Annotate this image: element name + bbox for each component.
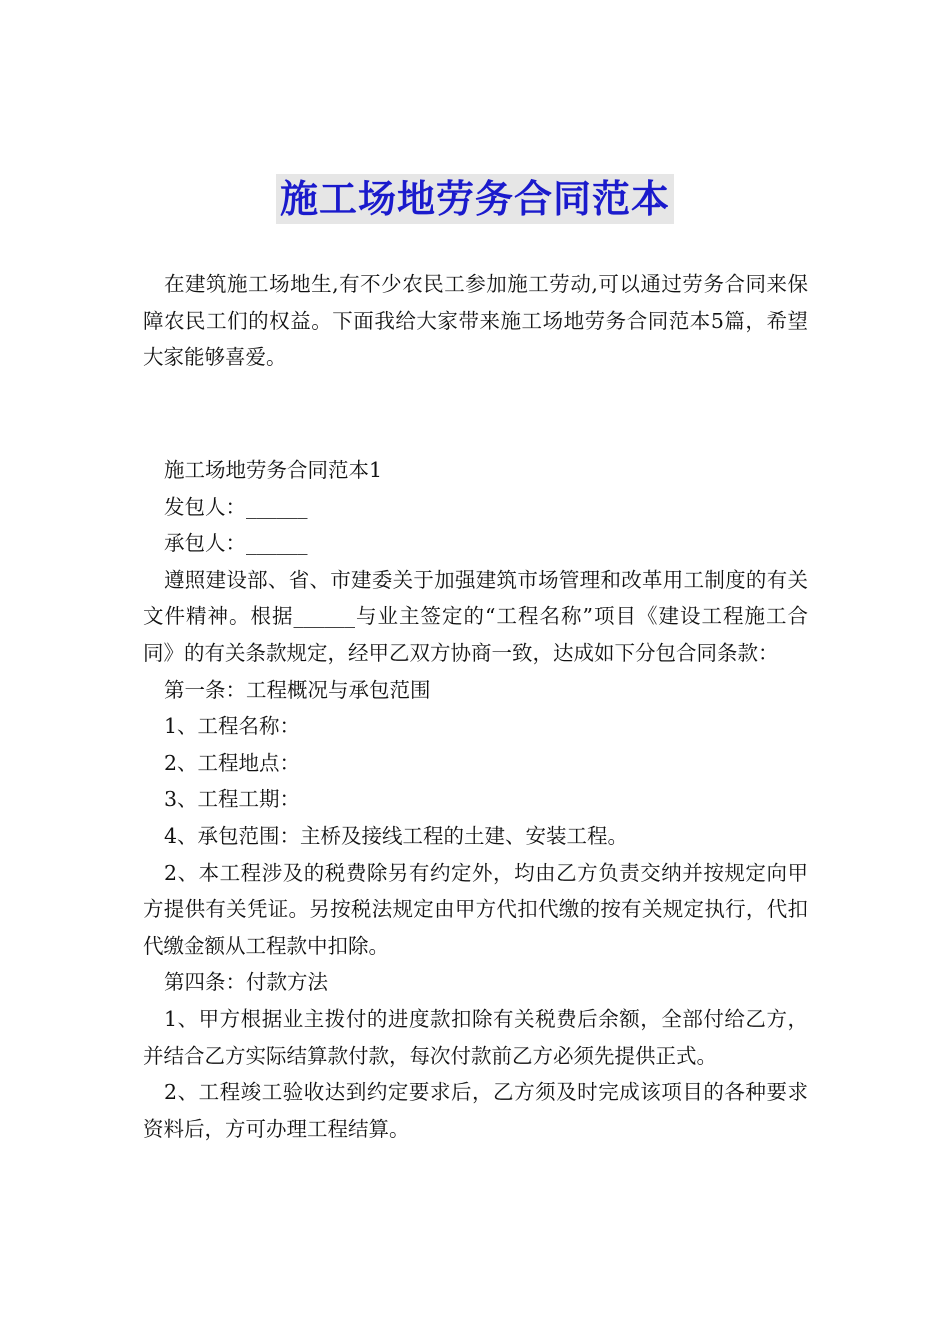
article-four-heading: 第四条：付款方法 <box>164 970 328 995</box>
payment-paragraph-2: 2、工程竣工验收达到约定要求后，乙方须及时完成该项目的各种要求资料后，方可办理工程结算。 <box>143 1080 808 1141</box>
intro-paragraph: 在建筑施工场地生,有不少农民工参加施工劳动,可以通过劳务合同来保障农民工们的权益。下面我给大家带来施工场地劳务合同范本5篇，希望大家能够喜爱。 <box>143 272 808 370</box>
contractor-line: 承包人：______ <box>164 531 308 556</box>
employer-line: 发包人：______ <box>164 494 308 519</box>
payment-paragraph-1: 1、甲方根据业主拨付的进度款扣除有关税费后余额，全部付给乙方，并结合乙方实际结算款付款，每次付款前乙方必须先提供正式。 <box>143 1006 808 1068</box>
scope-line: 4、承包范围：主桥及接线工程的土建、安装工程。 <box>164 823 629 848</box>
article-one-heading: 第一条：工程概况与承包范围 <box>164 677 431 702</box>
project-duration-line: 3、工程工期： <box>164 787 301 812</box>
contract-body <box>143 452 808 1147</box>
preamble-paragraph: 遵照建设部、省、市建委关于加强建筑市场管理和改革用工制度的有关文件精神。根据______与业主签定的“工程名称”项目《建设工程施工合同》的有关条款规定，经甲乙双方协商一致，达成如下分包合同条款： <box>143 567 808 665</box>
contract-heading: 施工场地劳务合同范本1 <box>164 458 383 482</box>
title-container <box>0 174 950 224</box>
project-location-line: 2、工程地点： <box>164 750 301 775</box>
document-title: 施工场地劳务合同范本 <box>276 174 674 224</box>
project-name-line: 1、工程名称： <box>164 714 301 739</box>
tax-paragraph: 2、本工程涉及的税费除另有约定外，均由乙方负责交纳并按规定向甲方提供有关凭证。另按税法规定由甲方代扣代缴的按有关规定执行，代扣代缴金额从工程款中扣除。 <box>143 860 808 958</box>
intro-section <box>143 266 808 376</box>
